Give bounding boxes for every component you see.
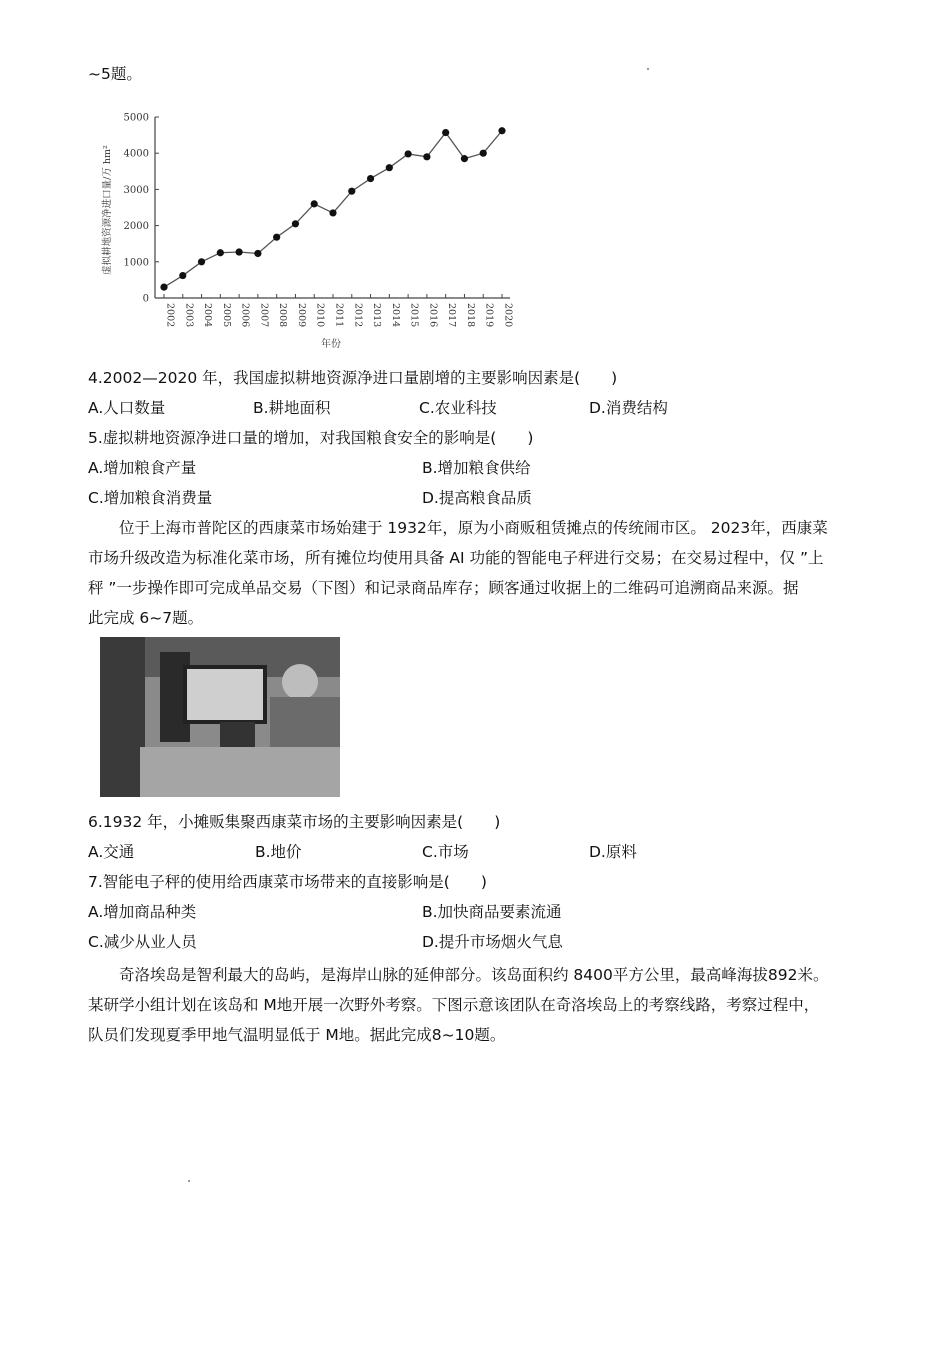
data-point (311, 200, 318, 207)
q7-option-b: B.加快商品要素流通 (422, 903, 562, 921)
data-point (217, 249, 224, 256)
q6-option-a: A.交通 (88, 843, 135, 861)
smart-scale-photo (100, 637, 340, 797)
x-tick-label: 2004 (202, 303, 214, 328)
data-point (160, 284, 167, 291)
data-point (179, 272, 186, 279)
x-tick-label: 2018 (464, 303, 476, 328)
q6-option-b: B.地价 (255, 843, 302, 861)
data-point (254, 250, 261, 257)
y-tick-label: 1000 (123, 257, 149, 269)
y-axis-label: 虚拟耕地资源净进口量/万 hm² (102, 145, 113, 275)
y-tick-label: 0 (142, 293, 149, 305)
data-point (498, 127, 505, 134)
data-point (442, 129, 449, 136)
passage2-line: 此完成 6~7题。 (88, 609, 204, 627)
data-point (198, 258, 205, 265)
intro-tail: ~5题。 (88, 65, 142, 83)
data-point (423, 153, 430, 160)
x-tick-label: 2020 (502, 303, 514, 328)
q5-option-c: C.增加粮食消费量 (88, 489, 213, 507)
data-point (273, 234, 280, 241)
q5-stem: 5.虚拟耕地资源净进口量的增加，对我国粮食安全的影响是( ) (88, 429, 534, 447)
data-point (329, 209, 336, 216)
data-point (480, 150, 487, 157)
x-tick-label: 2016 (427, 303, 439, 328)
x-tick-label: 2003 (183, 303, 195, 328)
x-tick-label: 2005 (220, 303, 232, 328)
passage2-line: 市场升级改造为标准化菜市场，所有摊位均使用具备 AI 功能的智能电子秤进行交易；在交易过程中，仅 ”上 (88, 549, 824, 567)
q5-option-b: B.增加粮食供给 (422, 459, 531, 477)
passage2-line: 位于上海市普陀区的西康菜市场始建于 1932年，原为小商贩租赁摊点的传统闹市区。 2023年，西康菜 (88, 519, 828, 537)
q4-stem: 4.2002—2020 年，我国虚拟耕地资源净进口量剧增的主要影响因素是( ) (88, 369, 618, 387)
q6-option-c: C.市场 (422, 843, 469, 861)
q7-option-a: A.增加商品种类 (88, 903, 197, 921)
x-tick-label: 2014 (389, 303, 401, 328)
x-tick-label: 2006 (239, 303, 251, 328)
net-import-line-chart (95, 105, 535, 355)
x-tick-label: 2013 (371, 303, 383, 328)
q5-option-a: A.增加粮食产量 (88, 459, 197, 477)
scan-speck (188, 1180, 190, 1182)
x-tick-label: 2009 (295, 303, 307, 328)
passage3-line: 队员们发现夏季甲地气温明显低于 M地。据此完成8~10题。 (88, 1026, 506, 1044)
passage3-line: 某研学小组计划在该岛和 M地开展一次野外考察。下图示意该团队在奇洛埃岛上的考察线路，考察过程中， (88, 996, 820, 1014)
passage3-line: 奇洛埃岛是智利最大的岛屿，是海岸山脉的延伸部分。该岛面积约 8400平方公里，最高峰海拔892米。 (88, 966, 829, 984)
q4-option-d: D.消费结构 (589, 399, 668, 417)
q4-option-a: A.人口数量 (88, 399, 166, 417)
x-axis-label: 年份 (321, 339, 341, 350)
passage2-line: 秤 ”一步操作即可完成单品交易（下图）和记录商品库存；顾客通过收据上的二维码可追溯商品来源。据 (88, 579, 799, 597)
y-tick-label: 4000 (123, 148, 149, 160)
data-point (348, 188, 355, 195)
q7-option-c: C.减少从业人员 (88, 933, 197, 951)
y-tick-label: 5000 (123, 112, 149, 124)
data-point (367, 175, 374, 182)
scan-speck (647, 68, 649, 70)
x-tick-label: 2012 (352, 303, 364, 328)
x-tick-label: 2017 (446, 303, 458, 328)
x-tick-label: 2015 (408, 303, 420, 328)
x-tick-label: 2007 (258, 303, 270, 328)
q6-option-d: D.原料 (589, 843, 637, 861)
q5-option-d: D.提高粮食品质 (422, 489, 532, 507)
q7-stem: 7.智能电子秤的使用给西康菜市场带来的直接影响是( ) (88, 873, 487, 891)
x-tick-label: 2002 (164, 303, 176, 328)
data-point (405, 150, 412, 157)
x-tick-label: 2011 (333, 303, 345, 328)
q4-option-c: C.农业科技 (419, 399, 497, 417)
x-tick-label: 2019 (483, 303, 495, 328)
x-tick-label: 2010 (314, 303, 326, 328)
series-line (164, 131, 502, 287)
y-tick-label: 3000 (123, 184, 149, 196)
data-point (461, 155, 468, 162)
data-point (292, 220, 299, 227)
data-point (386, 164, 393, 171)
q7-option-d: D.提升市场烟火气息 (422, 933, 563, 951)
x-tick-label: 2008 (277, 303, 289, 328)
q6-stem: 6.1932 年，小摊贩集聚西康菜市场的主要影响因素是( ) (88, 813, 501, 831)
y-tick-label: 2000 (123, 221, 149, 233)
data-point (236, 248, 243, 255)
q4-option-b: B.耕地面积 (253, 399, 331, 417)
